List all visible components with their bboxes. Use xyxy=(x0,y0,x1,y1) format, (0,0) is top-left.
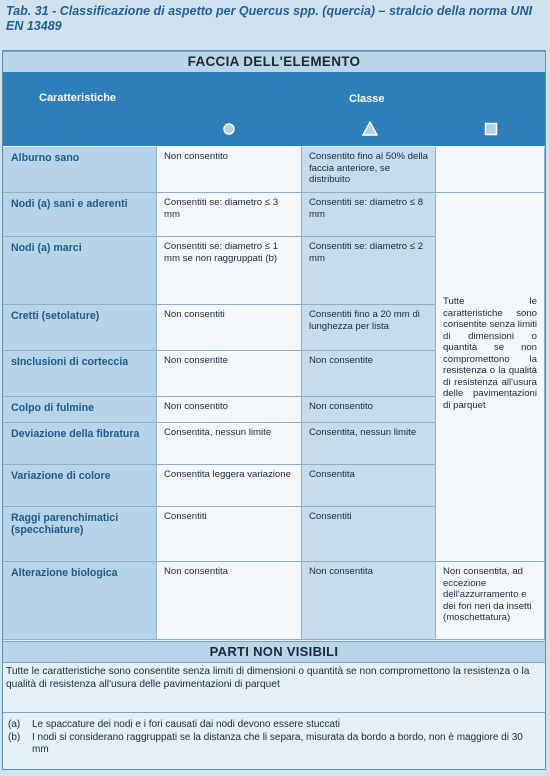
footnote-a xyxy=(8,719,538,731)
row-label-variazione: Variazione di colore xyxy=(3,465,157,507)
cell-colpo-fulmine-c1: Non consentito xyxy=(157,397,302,423)
footnote-a-text: Le spaccature dei nodi e i fori causati dai nodi devono essere stuccati xyxy=(32,719,340,730)
row-label-alburno: Alburno sano xyxy=(3,147,157,193)
cell-nodi-marci-c1: Consentiti se: diametro ≤ 1 mm se non raggruppati (b) xyxy=(157,237,302,305)
table-caption xyxy=(6,4,544,34)
triangle-icon xyxy=(362,121,378,136)
row-label-nodi-marci: Nodi (a) marci xyxy=(3,237,157,305)
footnote-b-text: I nodi si considerano raggruppati se la distanza che li separa, misurata da bordo a bordo, non è maggiore di 30 mm xyxy=(32,732,523,755)
cell-raggi-c1: Consentiti xyxy=(157,507,302,562)
cell-deviazione-c2: Consentita, nessun limite xyxy=(302,423,436,465)
cell-inclusioni-c1: Non consentite xyxy=(157,351,302,397)
row-label-alterazione: Alterazione biologica xyxy=(3,562,157,640)
cell-alburno-c1: Non consentito xyxy=(157,147,302,193)
notes-divider xyxy=(3,712,545,713)
cell-alburno-c2: Consentito fino al 50% della faccia anteriore, se distribuito xyxy=(302,147,436,193)
square-icon xyxy=(484,122,498,136)
cell-alterazione-c2: Non consentita xyxy=(302,562,436,640)
cell-variazione-c1: Consentita leggera variazione xyxy=(157,465,302,507)
cell-deviazione-c1: Consentita, nessun limite xyxy=(157,423,302,465)
cell-alterazione-c3: Non consentita, ad eccezione dell'azzurramento e dei fori neri da insetti (moschettatura) xyxy=(436,562,545,640)
row-label-deviazione: Deviazione della fibratura xyxy=(3,423,157,465)
caption-label: Tab. 31 xyxy=(6,4,49,18)
cell-nodi-sani-c2: Consentiti se: diametro ≤ 8 mm xyxy=(302,193,436,237)
cell-alburno-c3 xyxy=(436,147,545,193)
cell-nodi-sani-c1: Consentiti se: diametro ≤ 3 mm xyxy=(157,193,302,237)
row-label-raggi: Raggi parenchimatici (specchiature) xyxy=(3,507,157,562)
section-title-parti-non-visibili: PARTI NON VISIBILI xyxy=(3,641,545,663)
header-classe: Classe xyxy=(349,93,385,105)
cell-raggi-c2: Consentiti xyxy=(302,507,436,562)
bottom-paragraph: Tutte le caratteristiche sono consentite senza limiti di dimensioni o quantità se non compromettono la resistenza o la qualità di resistenza all'usura delle pavimentazioni di parquet xyxy=(6,666,530,690)
cell-cretti-c1: Non consentiti xyxy=(157,305,302,351)
cell-class3-merged: Tutte le caratteristiche sono consentite senza limiti di dimensioni o quantità se non compromettono la resistenza o la qualità di resistenza all'usura delle pavimentazioni di parquet xyxy=(436,193,545,562)
footnote-b-mark: (b) xyxy=(8,732,21,743)
header-caratteristiche: Caratteristiche xyxy=(39,92,117,104)
cell-alterazione-c1: Non consentita xyxy=(157,562,302,640)
caption-text: - Classificazione di aspetto per Quercus spp. (quercia) – stralcio della norma UNI EN 13489 xyxy=(6,4,533,33)
cell-colpo-fulmine-c2: Non consentito xyxy=(302,397,436,423)
cell-variazione-c2: Consentita xyxy=(302,465,436,507)
cell-inclusioni-c2: Non consentite xyxy=(302,351,436,397)
table-header xyxy=(3,72,545,146)
row-label-cretti: Cretti (setolature) xyxy=(3,305,157,351)
section-title-faccia: FACCIA DELL'ELEMENTO xyxy=(3,51,545,73)
circle-icon xyxy=(222,122,236,136)
row-label-nodi-sani: Nodi (a) sani e aderenti xyxy=(3,193,157,237)
cell-nodi-marci-c2: Consentiti se: diametro ≤ 2 mm xyxy=(302,237,436,305)
footnote-a-mark: (a) xyxy=(8,719,21,730)
footnote-b xyxy=(8,732,538,758)
row-label-inclusioni: sInclusioni di corteccia xyxy=(3,351,157,397)
row-label-colpo-fulmine: Colpo di fulmine xyxy=(3,397,157,423)
cell-cretti-c2: Consentiti fino a 20 mm di lunghezza per lista xyxy=(302,305,436,351)
